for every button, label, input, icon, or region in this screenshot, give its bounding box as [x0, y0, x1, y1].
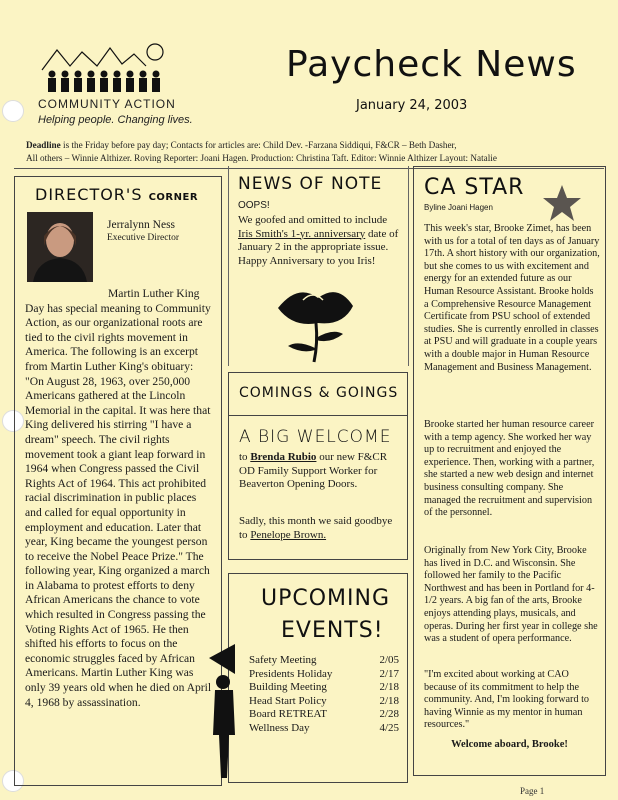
credits-line1: is the Friday before pay day; Contacts for articles are: Child Dev. -Farzana Siddiqui, F&CR – Beth Dasher, [60, 140, 457, 150]
issue-date: January 24, 2003 [356, 98, 468, 113]
comings-rule [229, 415, 407, 416]
megaphone-person-icon [205, 640, 243, 780]
directors-corner [14, 176, 222, 786]
event-name: Presidents Holiday [249, 667, 333, 680]
page-number: Page 1 [520, 786, 545, 796]
rose-icon [258, 278, 368, 364]
event-row [249, 681, 399, 695]
directors-title-main: DIRECTOR'S [35, 185, 143, 204]
ca-star-paragraph: This week's star, Brooke Zimet, has been with us for a total of ten days as of January 17th. A short history with our organization, but she comes to us with excitement and energy for an extended future as our Human Resource Assistant. Brooke holds a Comprehensive Resource Management Certificate from PSU school of extended studies. She is currently enrolled in classes at PSU and will graduate in a couple years with a double major in Human Resource Management and Business Management. [424, 223, 600, 373]
welcome-name: Brenda Rubio [250, 451, 317, 463]
directors-article: Martin Luther King Day has special meaning to Community Action, as our organizational roots are tied to the civil rights movement in America. The following is an excerpt from Martin Luther King's obituary: "On August 28, 1963, over 250,000 Americans gathered at the Lincoln Memorial in the capital. It was here that King delivered his stirring "I have a dream" speech. The civil rights movement took a giant leap forward in 1964 when Congress passed the Civil Rights Act of 1964. This act prohibited racial discrimination in public places and called for equal opportunity in employment and education. Later that year, King became the youngest person to receive the Nobel Peace Prize." The following year, King organized a march in Alabama to protest efforts to deny African Americans the chance to vote which resulted in Congress passing the Voting Rights Act of 1965. He then shifted his efforts to focus on the economic struggles faced by African Americans. Martin Luther King was only 39 years old when he died on April 4, 1968 by assassination. [25, 287, 212, 709]
welcome-body [239, 451, 401, 492]
directors-title-small: CORNER [148, 192, 199, 203]
event-name: Safety Meeting [249, 654, 317, 666]
person-photo-icon [27, 212, 93, 282]
upcoming-events [228, 573, 408, 783]
event-row [249, 654, 399, 668]
newsletter-title: Paycheck News [286, 44, 577, 85]
deadline-label: Deadline [26, 140, 61, 150]
goodbye-a: Sadly, this month we said goodbye to [239, 515, 393, 541]
news-oops: OOPS! [238, 200, 270, 211]
goodbye-name: Penelope Brown. [250, 528, 327, 541]
ca-star-paragraph: "I'm excited about working at CAO because of its commitment to help the community. And, I'm looking forward to having Winnie as my mentor in human resources." [424, 669, 590, 731]
event-row [249, 668, 399, 682]
event-name: Building Meeting [249, 681, 327, 693]
ca-star-byline: Byline Joani Hagen [424, 203, 493, 212]
credits [26, 139, 606, 165]
logo-tagline: Helping people. Changing lives. [38, 114, 193, 126]
event-name: Wellness Day [249, 721, 310, 734]
director-name-block [107, 219, 179, 245]
event-date: 2/17 [379, 667, 399, 680]
event-row [249, 695, 399, 709]
event-date: 2/05 [379, 654, 399, 666]
ca-star-paragraph: Brooke started her human resource career with a temp agency. She worked her way up to recruitment and enjoyed the experience. Then, working with a partner, she started a new web design and internet business consulting company. She managed the recruitment and supervision of the personnel. [424, 419, 595, 519]
punch-hole [2, 100, 24, 122]
event-row [249, 708, 399, 722]
anniversary-link[interactable]: Iris Smith's 1-yr. anniversary [238, 227, 366, 240]
welcome-title: A BIG WELCOME [239, 427, 392, 447]
event-date: 2/18 [379, 694, 399, 707]
column-rule [408, 166, 409, 366]
event-date: 4/25 [379, 721, 399, 734]
event-date: 2/28 [379, 708, 399, 720]
event-date: 2/18 [379, 681, 399, 693]
goodbye-body [239, 515, 401, 542]
logo-text: COMMUNITY ACTION [38, 97, 176, 111]
news-of-note [228, 166, 408, 366]
star-icon [542, 183, 582, 223]
events-list [249, 654, 399, 735]
director-name: Jerralynn Ness [107, 219, 176, 231]
ca-star-title: CA STAR [424, 175, 525, 200]
comings-title: COMINGS & GOINGS [239, 385, 399, 401]
welcome-a: to [239, 451, 251, 463]
news-title: NEWS OF NOTE [238, 174, 383, 194]
credits-line2: All others – Winnie Althizer. Roving Reporter: Joani Hagen. Production: Christina Taft. Editor: Winnie Althizer Layout: Natalie [26, 153, 497, 163]
directors-corner-title [35, 185, 198, 204]
events-title-2: EVENTS! [281, 618, 384, 643]
director-photo [27, 212, 93, 282]
events-title-1: UPCOMING [261, 586, 391, 611]
director-role: Executive Director [107, 233, 180, 243]
news-body-b: date of January 2 in the appropriate issue. Happy Anniversary to you Iris! [238, 227, 399, 267]
event-name: Board RETREAT [249, 708, 327, 720]
news-body [238, 214, 403, 268]
news-body-a: We goofed and omitted to include [238, 214, 388, 226]
comings-and-goings [228, 372, 408, 560]
ca-star-paragraph: Originally from New York City, Brooke has lived in D.C. and Wisconsin. She followed her family to the Pacific Northwest and has been in Portland for 4-1/2 years. A big fan of the arts, Brooke enjoys attending plays, musicals, and operas. During her first year in college she was a student of opera performance. [424, 545, 598, 645]
ca-star [413, 166, 606, 776]
event-name: Head Start Policy [249, 694, 327, 707]
ca-star-signoff: Welcome aboard, Brooke! [451, 739, 568, 750]
event-row [249, 722, 399, 736]
welcome-b: our new F&CR OD Family Support Worker for Beaverton Opening Doors. [239, 451, 388, 490]
